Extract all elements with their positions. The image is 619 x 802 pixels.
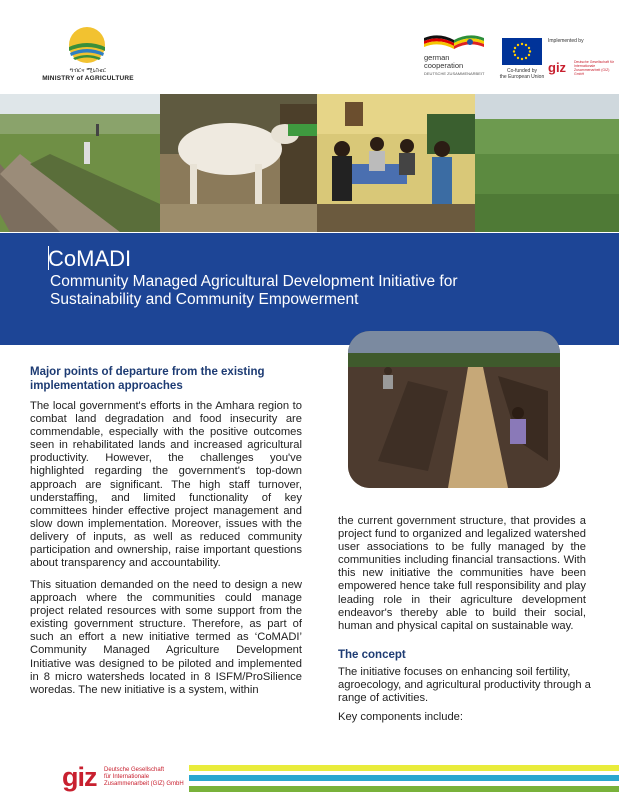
concept-intro-paragraph: the current government structure, that provides a project fund to organized and legalized watershed user associations to be fully managed by the communities including financial transactions. With this new initiative the communities have been empowered hence take full responsibility and play leading role in their agriculture development endeavor's thereby able to build their social, human and physical capital on sustainable way. (338, 515, 586, 632)
ministry-emblem-icon (67, 25, 107, 65)
giz-small-mark: giz (548, 60, 567, 75)
implemented-by-label: Implemented by (548, 38, 584, 44)
departure-heading: Major points of departure from the existing implementation approaches (30, 366, 265, 392)
terraces-photo-icon (0, 94, 160, 232)
photo-field-work (348, 331, 560, 488)
giz-footer-name: Deutsche Gesellschaft für Internationale Zusammenarbeit (GIZ) GmbH (104, 767, 184, 787)
ministry-name: MINISTRY of AGRICULTURE (42, 75, 134, 82)
photo-wheat-field (475, 94, 619, 232)
footer-bar-yellow (189, 765, 619, 771)
german-cooperation-title: german cooperation (424, 53, 464, 70)
page-title: CoMADI (48, 246, 132, 271)
eu-flag-icon (502, 38, 542, 65)
eu-cofunding-text: Co-funded by the European Union (499, 68, 545, 80)
concept-paragraph: The initiative focuses on enhancing soil fertility, agroecology, and agricultural productivity through a range of activities. (338, 666, 591, 705)
eu-cofunding-logo (498, 38, 546, 80)
german-cooperation-flag-icon (424, 32, 484, 52)
giz-small-name: Deutsche Gesellschaft für Internationale Zusammenarbeit (GIZ) GmbH (574, 60, 615, 76)
sheep-photo-icon (160, 94, 317, 232)
german-cooperation-logo (420, 32, 500, 82)
page-subtitle: Community Managed Agricultural Development Initiative for Sustainability and Community Empowerment (50, 273, 458, 308)
footer-bar-green (189, 786, 619, 792)
ministry-amharic-name: ግብርና ሚኒስቴር (69, 67, 107, 74)
footer-bar-blue (189, 775, 619, 781)
german-cooperation-subtitle: DEUTSCHE ZUSAMMENARBEIT (424, 71, 485, 76)
giz-footer-mark: giz (62, 762, 97, 792)
photo-terraces (0, 94, 160, 232)
key-components-label: Key components include: (338, 711, 464, 723)
photo-sheep (160, 94, 317, 232)
photo-meeting (317, 94, 475, 232)
departure-paragraph-2: This situation demanded on the need to design a new approach where the communities could manage project related resources with some support from the existing government structure. Therefore, as part of such an effort a new initiative termed as ‘CoMADI’ Community Managed Agriculture Development Initiative was designed to be piloted and implemented in 8 micro watersheds located in 8 ISFM/ProSilience woredas. The new initiative is a system, within (30, 579, 302, 696)
concept-heading: The concept (338, 649, 406, 661)
departure-paragraph-1: The local government's efforts in the Amhara region to combat land degradation and food insecurity are commendable, especially with the positive outcomes seen in rehabilitated lands and increased agricultural productivity. However, the challenges you've highlighted regarding the government's top-down approach are significant. The high staff turnover, understaffing, and limited functionality of key committees hinder effective project management and slow down implementation. Moreover, issues with the delivery of inputs, as well as reduced community participation and ownership, raise important questions about transparency and accountability. (30, 400, 302, 570)
wheat-field-photo-icon (475, 94, 619, 232)
meeting-photo-icon (317, 94, 475, 232)
field-work-photo-icon (348, 331, 560, 488)
implemented-by-giz-logo (548, 38, 618, 78)
ministry-of-agriculture-logo (38, 25, 138, 85)
